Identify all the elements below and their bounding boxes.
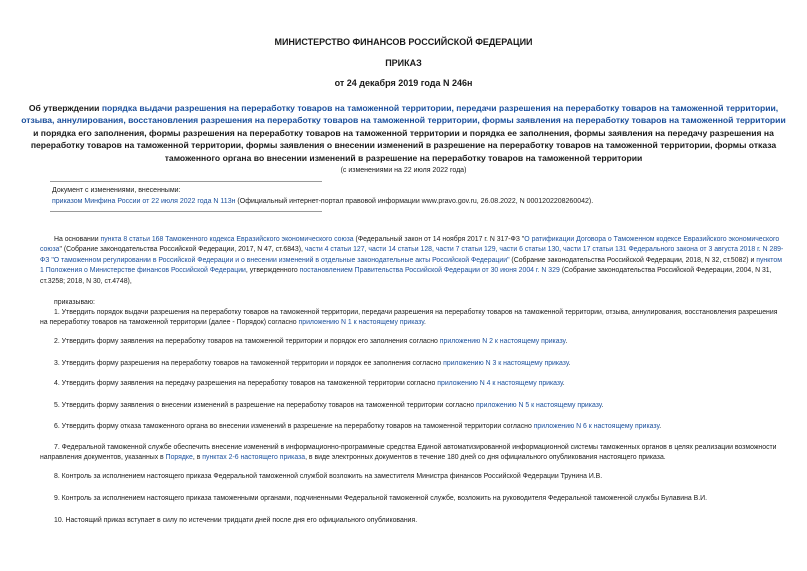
- item-tail: .: [424, 319, 426, 327]
- title-order-link[interactable]: порядка выдачи разрешения на переработку товаров на таможенной территории, передачи разрешения на переработку товаров на таможенной территории, отзыва, аннулирования, восстановления разрешения на переработку товаров на таможенной территории, формы заявления на переработку товаров на таможенной территории: [21, 103, 786, 126]
- document-title: [20, 102, 787, 164]
- preamble-paragraph: [40, 235, 784, 287]
- order-item-2: [40, 337, 784, 347]
- order-item-8: 8. Контроль за исполнением настоящего приказа Федеральной таможенной службой возложить на заместителя Министра финансов Российской Федерации Трунина И.В.: [54, 473, 603, 480]
- order-item-6: [40, 422, 784, 432]
- order-item-7: [40, 443, 784, 464]
- amending-order-publication: (Официальный интернет-портал правовой информации www.pravo.gov.ru, 26.08.2022, N 0001202208260042).: [235, 198, 594, 205]
- preamble-text: , утвержденного: [245, 267, 300, 275]
- title-rest: порядка его заполнения, формы разрешения на переработку товаров на таможенной территории и порядка ее заполнения, формы заявления на передачу разрешения на переработку товаров на таможенной территории, формы заявления о внесении изменений в разрешение на переработку товаров на таможенной территории, формы отказа таможенного органа во внесении изменений в разрешение на переработку товаров на таможенной территории: [30, 127, 777, 163]
- item-tail: .: [601, 402, 604, 409]
- ratification-law-link[interactable]: О ратификации Договора о Таможенном кодексе Евразийского экономического союза: [40, 236, 780, 254]
- customs-code-link[interactable]: пункта 8 статьи 168 Таможенного кодекса Евразийского экономического союза: [100, 236, 354, 243]
- appendix-5-link[interactable]: приложению N 5 к настоящему приказу: [476, 402, 602, 409]
- item-text: 3. Утвердить форму разрешения на переработку товаров на таможенной территории и порядок ее заполнения согласно: [54, 360, 444, 367]
- title-middle: и: [33, 127, 41, 138]
- preamble-text: На основании: [54, 236, 101, 243]
- items-2-6-link[interactable]: пунктах 2-6 настоящего приказа: [202, 454, 306, 462]
- note-top-divider: [50, 181, 322, 182]
- appendix-6-link[interactable]: приложению N 6 к настоящему приказу: [533, 423, 660, 430]
- item-tail: .: [659, 423, 662, 430]
- item-tail: , в виде электронных документов в течение 180 дней со дня официального опубликования настоящего приказа.: [305, 454, 666, 462]
- government-decree-link[interactable]: постановлением Правительства Российской Федерации от 30 июня 2004 г. N 329: [299, 267, 560, 275]
- document-type-heading: ПРИКАЗ: [385, 58, 422, 68]
- amendments-note-source: [52, 196, 752, 207]
- amendments-note-label: Документ с изменениями, внесенными:: [52, 187, 181, 194]
- federal-law-289-link[interactable]: части 4 статьи 127, части 14 статьи 128, части 7 статьи 129, части 6 статьи 130, части 17 статьи 131 Федерального закона от 3 августа 2018 г. N 289-ФЗ "О таможенном регулировании в Российской Федерации и о внесении изменений в отдельные законодательные акты Российской Федерации": [40, 246, 784, 264]
- amendments-note: [52, 185, 752, 207]
- preamble-text: (Собрание законодательства Российской Федерации, 2018, N 32, ст.5082) и: [509, 256, 757, 264]
- item-text: 7. Федеральной таможенной службе обеспечить внесение изменений в информационно-программные средства Единой автоматизированной информационной системы таможенных органов в целях реализации возможности направления документов, указанных в: [40, 444, 777, 462]
- title-prefix: Об утверждении: [28, 103, 102, 113]
- note-bottom-divider: [50, 211, 322, 212]
- order-item-1: [40, 308, 784, 329]
- item-text: , в: [192, 454, 203, 462]
- appendix-1-link[interactable]: приложению N 1 к настоящему приказу: [298, 319, 425, 327]
- order-item-3: [40, 359, 784, 369]
- item-text: 1. Утвердить порядок выдачи разрешения на переработку товаров на таможенной территории, передачи разрешения на переработку товаров на таможенной территории, отзыва, аннулирования, восстановления разрешения на переработку товаров на таможенной территории (далее - Порядок) согласно: [40, 309, 778, 327]
- item-text: 5. Утвердить форму заявления о внесении изменений в разрешение на переработку товаров на таможенной территории согласно: [54, 402, 477, 409]
- appendix-3-link[interactable]: приложению N 3 к настоящему приказу: [443, 360, 569, 367]
- preamble-text: (Федеральный закон от 14 ноября 2017 г. N 317-ФЗ ": [353, 236, 525, 243]
- ministry-heading: МИНИСТЕРСТВО ФИНАНСОВ РОССИЙСКОЙ ФЕДЕРАЦИИ: [274, 37, 533, 47]
- preamble-text: " (Собрание законодательства Российской Федерации, 2017, N 47, ст.6843),: [59, 246, 305, 254]
- ministry-regulation-link[interactable]: пунктом 1 Положения о Министерстве финансов Российской Федерации: [40, 256, 782, 275]
- amending-order-link[interactable]: приказом Минфина России от 22 июля 2022 года N 113н: [52, 198, 236, 205]
- order-item-4: [40, 379, 784, 389]
- item-tail: .: [568, 360, 571, 367]
- order-verb: приказываю:: [54, 299, 95, 306]
- item-text: 2. Утвердить форму заявления на переработку товаров на таможенной территории и порядок его заполнения согласно: [54, 338, 440, 345]
- item-text: 4. Утвердить форму заявления на передачу разрешения на переработку товаров на таможенной территории согласно: [54, 380, 438, 387]
- order-item-5: [40, 401, 784, 411]
- item-tail: .: [565, 338, 568, 345]
- appendix-4-link[interactable]: приложению N 4 к настоящему приказу: [437, 380, 563, 387]
- item-tail: .: [562, 380, 565, 387]
- document-date-number: от 24 декабря 2019 года N 246н: [334, 78, 473, 88]
- revision-subtitle: (с изменениями на 22 июля 2022 года): [340, 167, 467, 174]
- order-item-10: 10. Настоящий приказ вступает в силу по истечении тридцати дней после дня его официального опубликования.: [54, 517, 418, 524]
- item-text: 6. Утвердить форму отказа таможенного органа во внесении изменений в разрешение на переработку товаров на таможенной территории согласно: [54, 423, 534, 430]
- appendix-2-link[interactable]: приложению N 2 к настоящему приказу: [439, 338, 566, 345]
- order-item-9: 9. Контроль за исполнением настоящего приказа таможенными органами, подчиненными Федеральной таможенной службе, возложить на руководителя Федеральной таможенной службы Булавина В.И.: [54, 495, 708, 502]
- procedure-link[interactable]: Порядке: [165, 454, 193, 462]
- preamble-text: (Собрание законодательства Российской Федерации, 2004, N 31, ст.3258; 2018, N 30, ст.4748),: [40, 267, 772, 285]
